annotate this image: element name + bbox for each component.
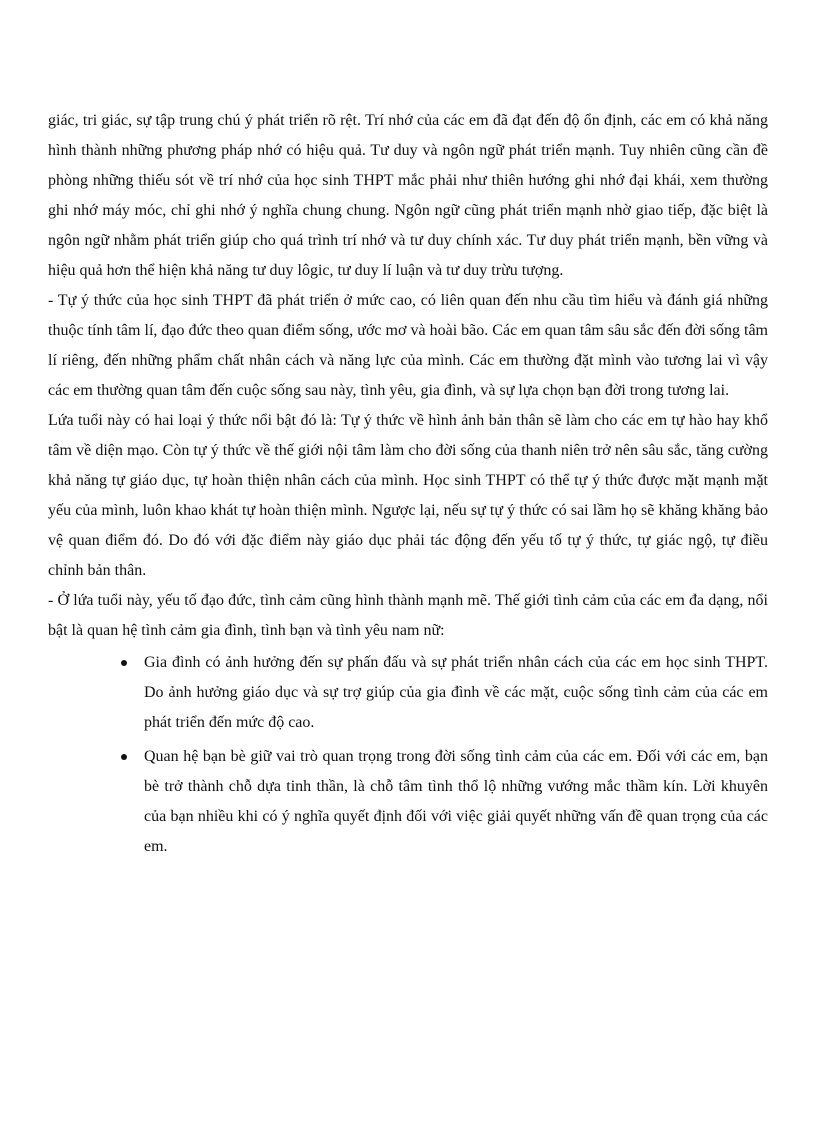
- bullet-dot-icon: [121, 754, 127, 760]
- paragraph-memory-thinking: giác, tri giác, sự tập trung chú ý phát triển rõ rệt. Trí nhớ của các em đã đạt đến độ ổn định, các em có khả năng hình thành những phương pháp nhớ có hiệu quả. Tư duy và ngôn ngữ phát triển mạnh. Tuy nhiên cũng cần đề phòng những thiếu sót về trí nhớ của học sinh THPT mắc phải như thiên hướng ghi nhớ đại khái, xem thường ghi nhớ máy móc, chỉ ghi nhớ ý nghĩa chung chung. Ngôn ngữ cũng phát triển mạnh nhờ giao tiếp, đặc biệt là ngôn ngữ nhằm phát triển giúp cho quá trình trí nhớ và tư duy chính xác. Tư duy phát triển mạnh, bền vững và hiệu quả hơn thể hiện khả năng tư duy lôgic, tư duy lí luận và tư duy trừu tượng.: [48, 112, 768, 279]
- list-item: [48, 742, 768, 862]
- paragraph-two-types-awareness: Lứa tuổi này có hai loại ý thức nổi bật đó là: Tự ý thức về hình ảnh bản thân sẽ làm cho các em tự hào hay khổ tâm về diện mạo. Còn tự ý thức về thế giới nội tâm làm cho đời sống của thanh niên trở nên sâu sắc, tăng cường khả năng tự giáo dục, tự hoàn thiện nhân cách của mình. Học sinh THPT có thể tự ý thức được mặt mạnh mặt yếu của mình, luôn khao khát tự hoàn thiện mình. Ngược lại, nếu sự tự ý thức có sai lầm họ sẽ khăng khăng bảo vệ quan điểm đó. Do đó với đặc điểm này giáo dục phải tác động đến yếu tố tự ý thức, tự giác ngộ, tự điều chỉnh bản thân.: [48, 412, 768, 579]
- bullet-list: [48, 648, 768, 862]
- document-page: [48, 106, 768, 866]
- bullet-text-family: Gia đình có ảnh hưởng đến sự phấn đấu và sự phát triển nhân cách của các em học sinh THPT. Do ảnh hưởng giáo dục và sự trợ giúp của gia đình về các mặt, cuộc sống tình cảm của các em phát triển đến mức độ cao.: [144, 654, 768, 731]
- bullet-dot-icon: [121, 660, 127, 666]
- bullet-text-friends: Quan hệ bạn bè giữ vai trò quan trọng trong đời sống tình cảm của các em. Đối với các em, bạn bè trở thành chỗ dựa tinh thần, là chỗ tâm tình thổ lộ những vướng mắc thầm kín. Lời khuyên của bạn nhiều khi có ý nghĩa quyết định đối với việc giải quyết những vấn đề quan trọng của các em.: [144, 748, 768, 855]
- list-item: [48, 648, 768, 738]
- paragraph-self-awareness: - Tự ý thức của học sinh THPT đã phát triển ở mức cao, có liên quan đến nhu cầu tìm hiểu và đánh giá những thuộc tính tâm lí, đạo đức theo quan điểm sống, ước mơ và hoài bão. Các em quan tâm sâu sắc đến đời sống tâm lí riêng, đến những phẩm chất nhân cách và năng lực của mình. Các em thường đặt mình vào tương lai vì vậy các em thường quan tâm đến cuộc sống sau này, tình yêu, gia đình, và sự lựa chọn bạn đời trong tương lai.: [48, 292, 768, 399]
- paragraph-morality-emotion: - Ở lứa tuổi này, yếu tố đạo đức, tình cảm cũng hình thành mạnh mẽ. Thế giới tình cảm của các em đa dạng, nổi bật là quan hệ tình cảm gia đình, tình bạn và tình yêu nam nữ:: [48, 592, 768, 639]
